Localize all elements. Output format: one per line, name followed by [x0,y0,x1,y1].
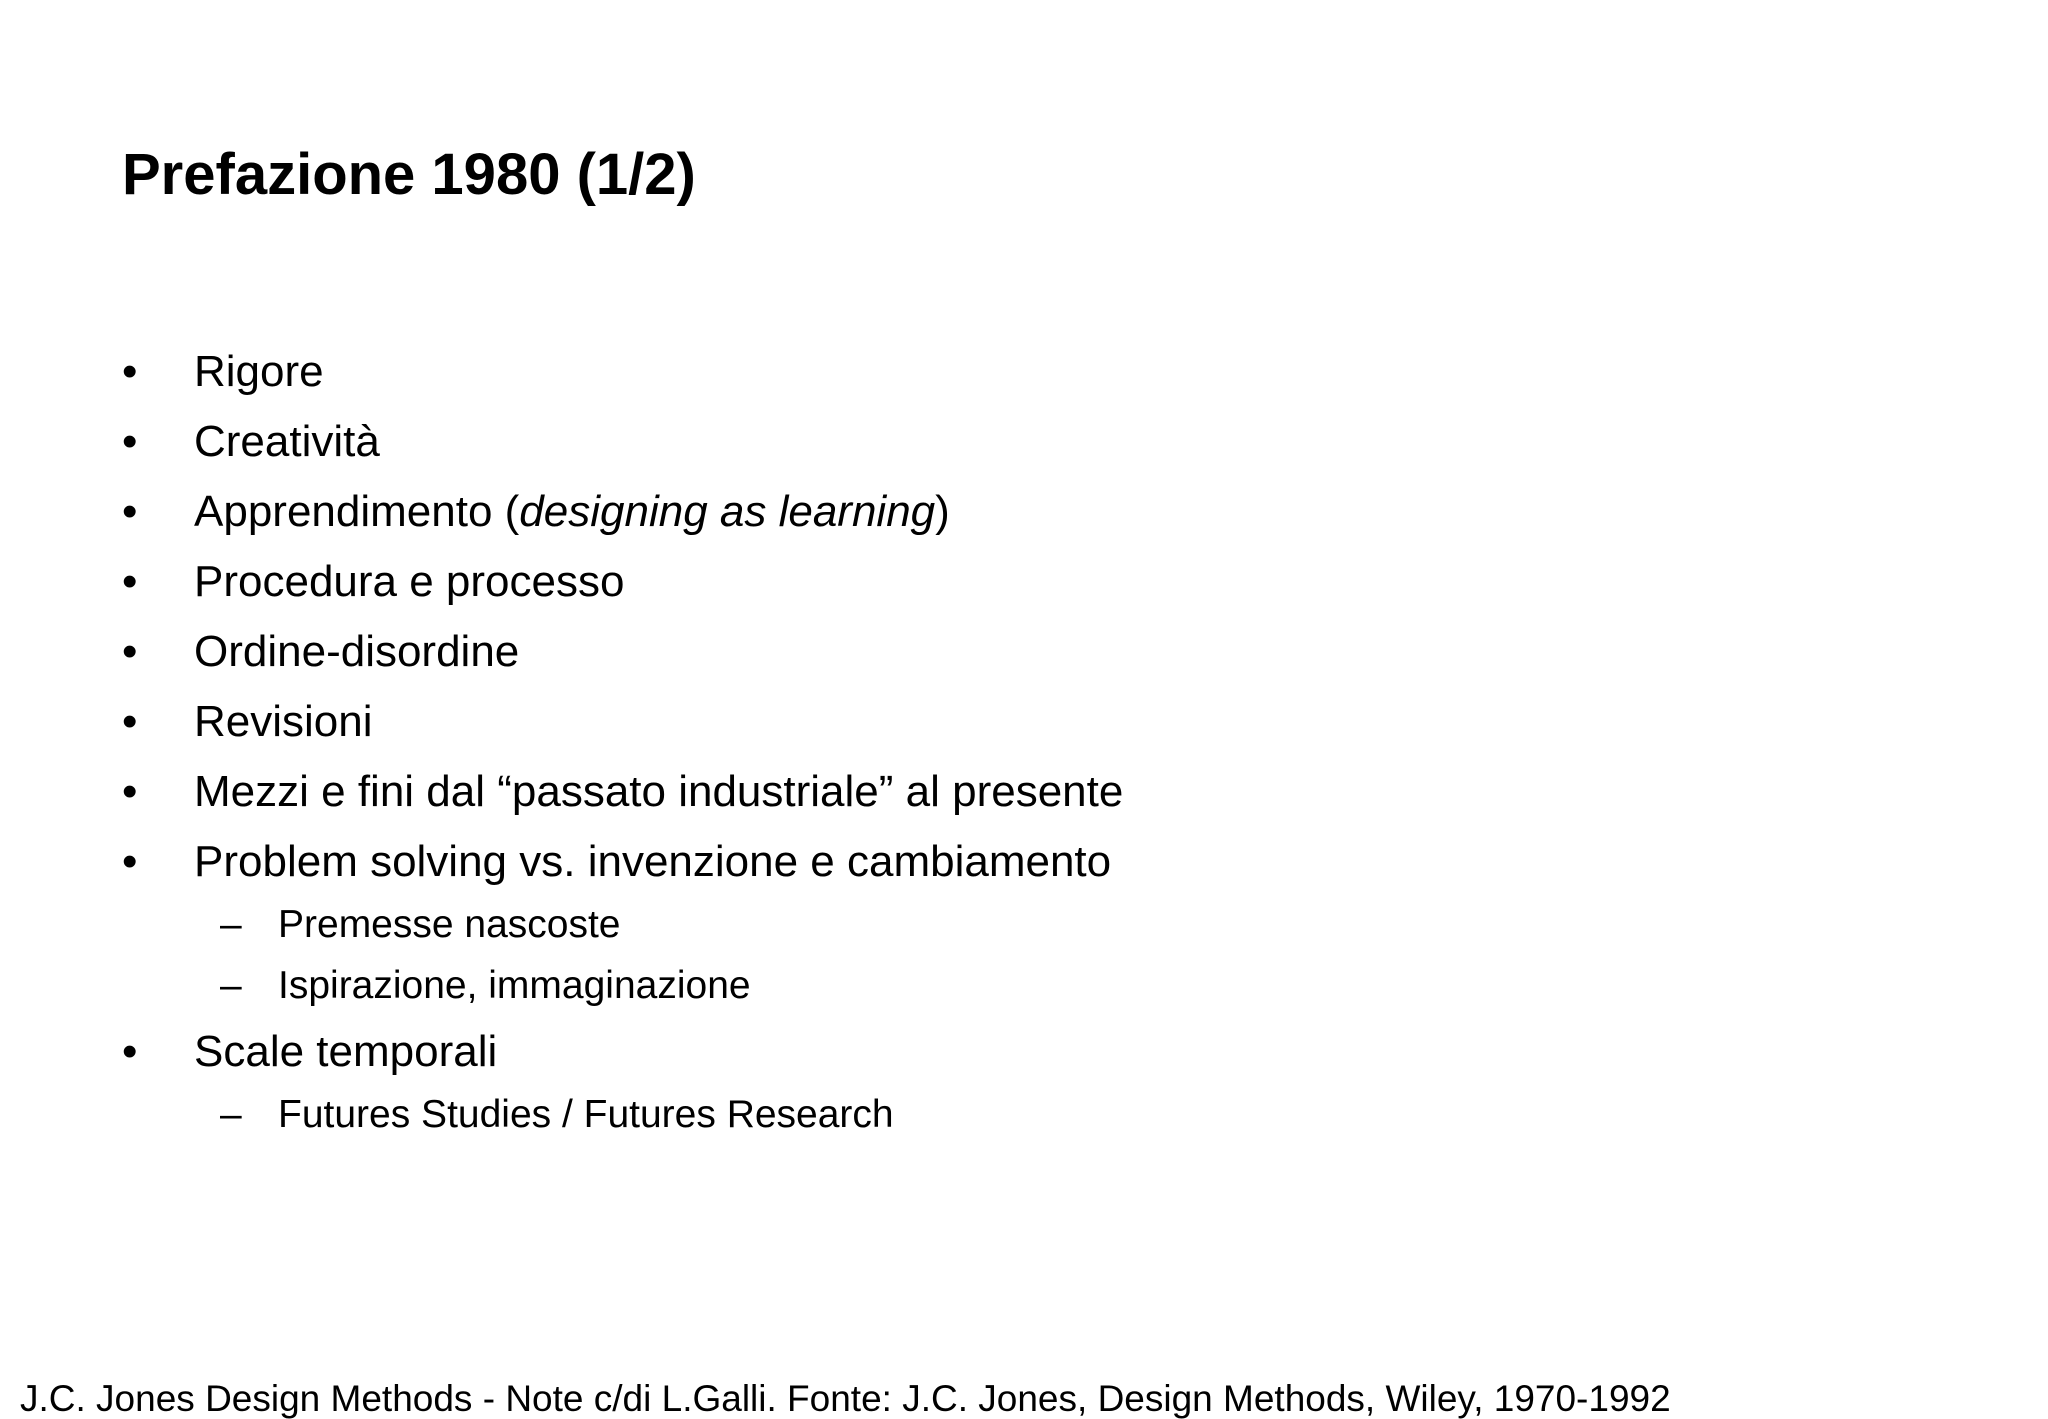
bullet-marker: • [122,767,138,816]
bullet-text: Problem solving vs. invenzione e cambiamento [194,837,1112,886]
bullet-text [194,487,950,536]
footer-source-note: J.C. Jones Design Methods - Note c/di L.Galli. Fonte: J.C. Jones, Design Methods, Wiley, 1970-1992 [20,1378,1671,1419]
dash-marker: – [220,964,242,1007]
bullet-text: Ordine-disordine [194,627,520,676]
bullet-text: Rigore [194,347,324,396]
bullet-text-after: ) [935,487,950,536]
bullet-text-before: Apprendimento ( [194,487,520,536]
bullet-marker: • [122,1027,138,1076]
bullet-marker: • [122,347,138,396]
bullet-text: Procedura e processo [194,557,625,606]
bullet-marker: • [122,627,138,676]
sub-item-text: Ispirazione, immaginazione [278,964,751,1007]
sub-item-text: Premesse nascoste [278,903,621,946]
bullet-marker: • [122,837,138,886]
bullet-marker: • [122,487,138,536]
dash-marker: – [220,903,242,946]
bullet-marker: • [122,697,138,746]
bullet-marker: • [122,557,138,606]
bullet-text: Mezzi e fini dal “passato industriale” al presente [194,767,1124,816]
bullet-text: Revisioni [194,697,373,746]
slide-title: Prefazione 1980 (1/2) [122,142,696,207]
sub-item-text: Futures Studies / Futures Research [278,1093,894,1136]
bullet-text-italic: designing as learning [519,487,936,536]
bullet-marker: • [122,417,138,466]
bullet-text: Creatività [194,417,380,466]
bullet-text: Scale temporali [194,1027,498,1076]
dash-marker: – [220,1093,242,1136]
